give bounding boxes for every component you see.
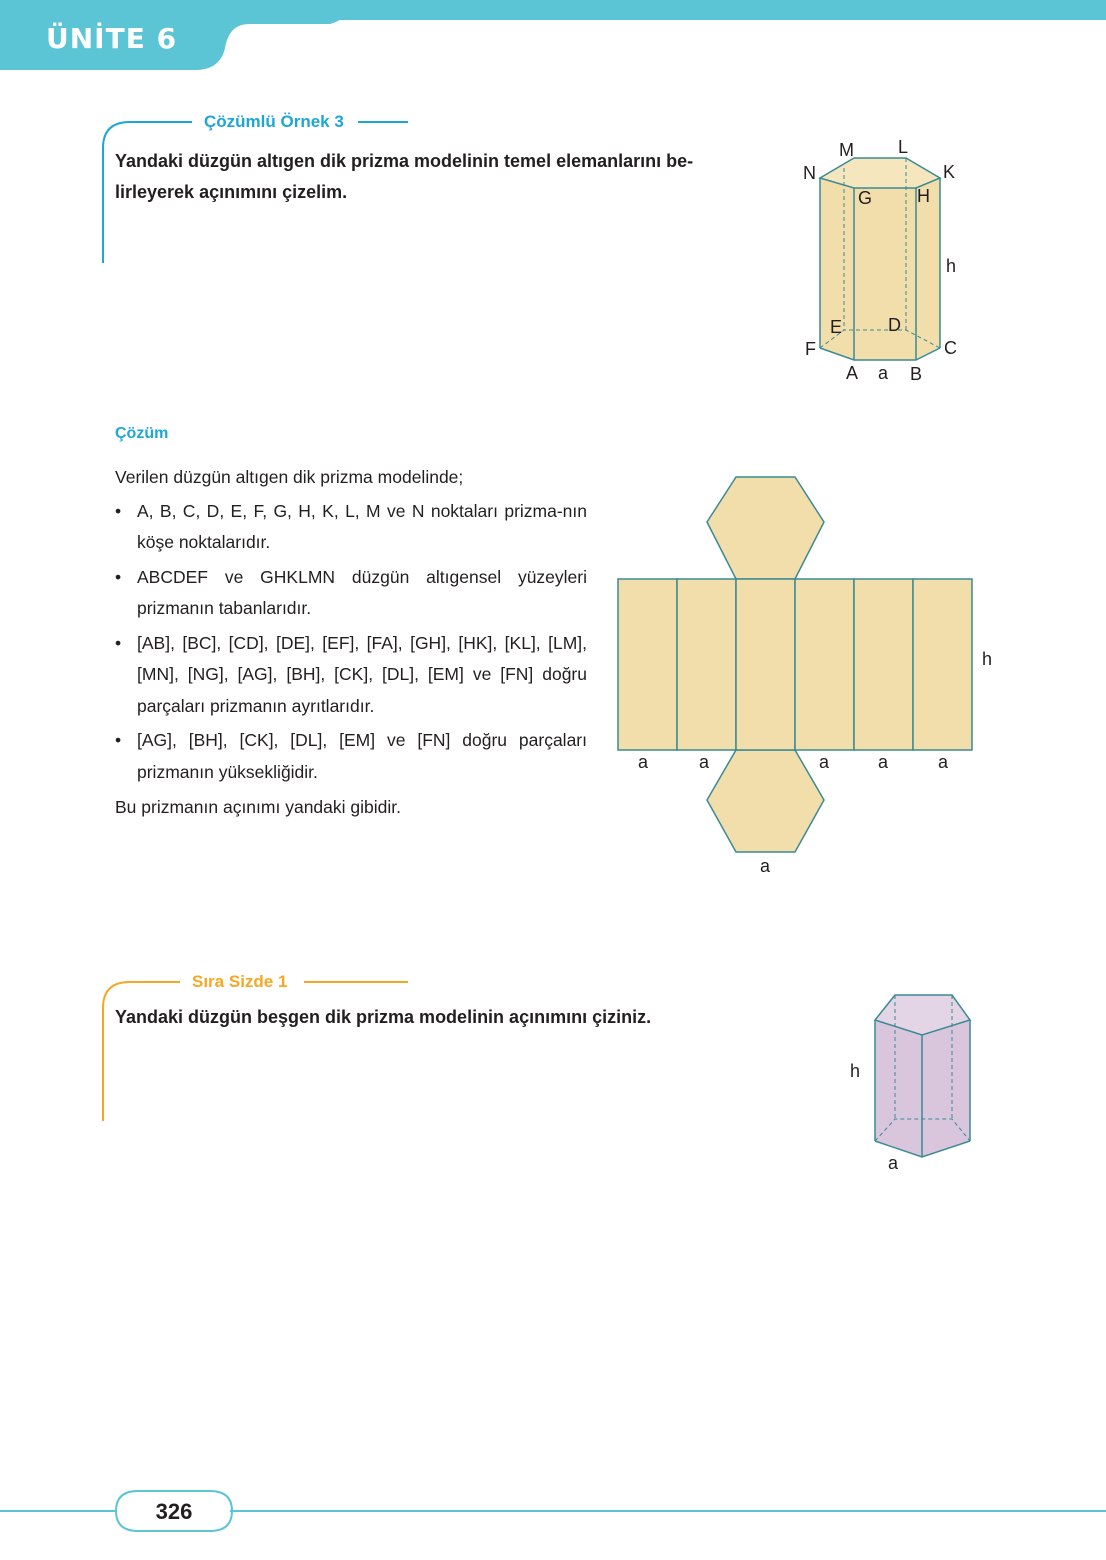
- vertex-label-A: A: [846, 363, 859, 383]
- net-edge-label: a: [938, 752, 949, 772]
- solution-intro: Verilen düzgün altıgen dik prizma modelinde;: [115, 467, 464, 487]
- net-top-hexagon: [707, 477, 824, 579]
- vertex-label-F: F: [805, 339, 816, 359]
- example-question-line1: Yandaki düzgün altıgen dik prizma modelinin temel elemanlarını be-: [115, 151, 694, 171]
- solution-title: Çözüm: [115, 425, 169, 442]
- pentagon-edge-label: a: [888, 1153, 899, 1173]
- net-side-face: [736, 579, 795, 750]
- height-label: h: [946, 256, 957, 276]
- exercise-title: Sıra Sizde 1: [192, 972, 288, 991]
- vertex-label-B: B: [910, 364, 923, 384]
- vertex-label-L: L: [898, 137, 909, 157]
- net-bottom-edge-label: a: [760, 856, 771, 876]
- net-side-face: [854, 579, 913, 750]
- net-side-face: [913, 579, 972, 750]
- vertex-label-D: D: [888, 315, 901, 335]
- net-edge-label: a: [878, 752, 889, 772]
- net-edge-label: a: [699, 752, 710, 772]
- net-side-face: [795, 579, 854, 750]
- prism-net-figure: [610, 470, 1010, 890]
- example-question-line2: lirleyerek açınımını çizelim.: [115, 182, 348, 202]
- example-question: [115, 146, 693, 208]
- net-edge-label: a: [819, 752, 830, 772]
- example-title: Çözümlü Örnek 3: [204, 112, 344, 131]
- unit-label: ÜNİTE 6: [46, 22, 178, 55]
- net-bottom-hexagon: [707, 750, 824, 852]
- solution-bullet-list: [115, 496, 587, 789]
- vertex-label-C: C: [944, 338, 957, 358]
- solution-outro: Bu prizmanın açınımı yandaki gibidir.: [115, 797, 401, 817]
- exercise-frame: [100, 978, 420, 1128]
- hexagonal-prism-figure: [790, 130, 990, 390]
- solution-bullet: • [AB], [BC], [CD], [DE], [EF], [FA], [GH], [HK], [KL], [LM], [MN], [NG], [AG], [BH], [CK], [DL], [EM] ve [FN] doğru parçaları prizmanın ayrıtlarıdır.: [115, 628, 587, 723]
- vertex-label-G: G: [858, 188, 873, 208]
- solution-bullet: • A, B, C, D, E, F, G, H, K, L, M ve N noktaları prizma-nın köşe noktalarıdır.: [115, 496, 587, 559]
- vertex-label-H: H: [917, 186, 930, 206]
- net-edge-label: a: [638, 752, 649, 772]
- net-side-face: [677, 579, 736, 750]
- net-height-label: h: [982, 649, 993, 669]
- vertex-label-E: E: [830, 317, 843, 337]
- page-number: 326: [155, 1499, 193, 1524]
- exercise-question: Yandaki düzgün beşgen dik prizma modelinin açınımını çiziniz.: [115, 1007, 652, 1027]
- solution-bullet: • ABCDEF ve GHKLMN düzgün altıgensel yüzeyleri prizmanın tabanlarıdır.: [115, 562, 587, 625]
- net-side-face: [618, 579, 677, 750]
- solution-text: [115, 462, 587, 824]
- pentagonal-prism-figure: [840, 985, 990, 1185]
- solution-bullet: • [AG], [BH], [CK], [DL], [EM] ve [FN] doğru parçaları prizmanın yüksekliğidir.: [115, 725, 587, 788]
- vertex-label-M: M: [839, 140, 854, 160]
- edge-label-a: a: [878, 363, 889, 383]
- pentagon-height-label: h: [850, 1061, 861, 1081]
- vertex-label-K: K: [943, 162, 956, 182]
- vertex-label-N: N: [803, 163, 816, 183]
